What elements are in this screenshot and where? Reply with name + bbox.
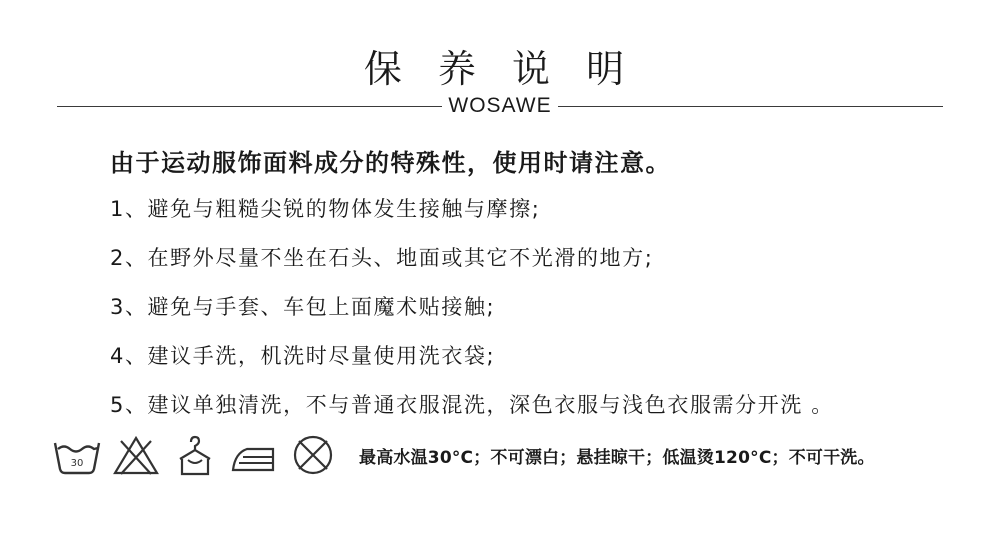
hang-dry-icon: [170, 433, 220, 477]
list-item: 5、建议单独清洗，不与普通衣服混洗，深色衣服与浅色衣服需分开洗 。: [110, 393, 834, 417]
iron-low-icon: [229, 433, 279, 477]
divider-line-right: [558, 106, 943, 107]
list-item: 2、在野外尽量不坐在石头、地面或其它不光滑的地方;: [110, 246, 654, 270]
wash-temp-label: 30: [70, 458, 84, 469]
brand-name: WOSAWE: [448, 94, 552, 117]
list-item: 3、避免与手套、车包上面魔术贴接触;: [110, 295, 496, 319]
divider-line-left: [57, 106, 442, 107]
no-dry-clean-icon: [288, 433, 338, 477]
list-item: 1、避免与粗糙尖锐的物体发生接触与摩擦;: [110, 197, 541, 221]
list-item: 4、建议手洗，机洗时尽量使用洗衣袋;: [110, 344, 496, 368]
intro-text: 由于运动服饰面料成分的特殊性，使用时请注意。: [110, 149, 671, 177]
care-instructions-list: [110, 193, 834, 438]
page-title: 保 养 说 明: [363, 47, 637, 91]
care-summary-text: 最高水温30°C；不可漂白；悬挂晾干；低温烫120°C；不可干洗。: [359, 447, 875, 468]
brand-divider: [57, 92, 943, 120]
care-symbols-row: [52, 432, 952, 478]
wash-30-icon: [52, 433, 102, 477]
no-bleach-icon: [111, 433, 161, 477]
